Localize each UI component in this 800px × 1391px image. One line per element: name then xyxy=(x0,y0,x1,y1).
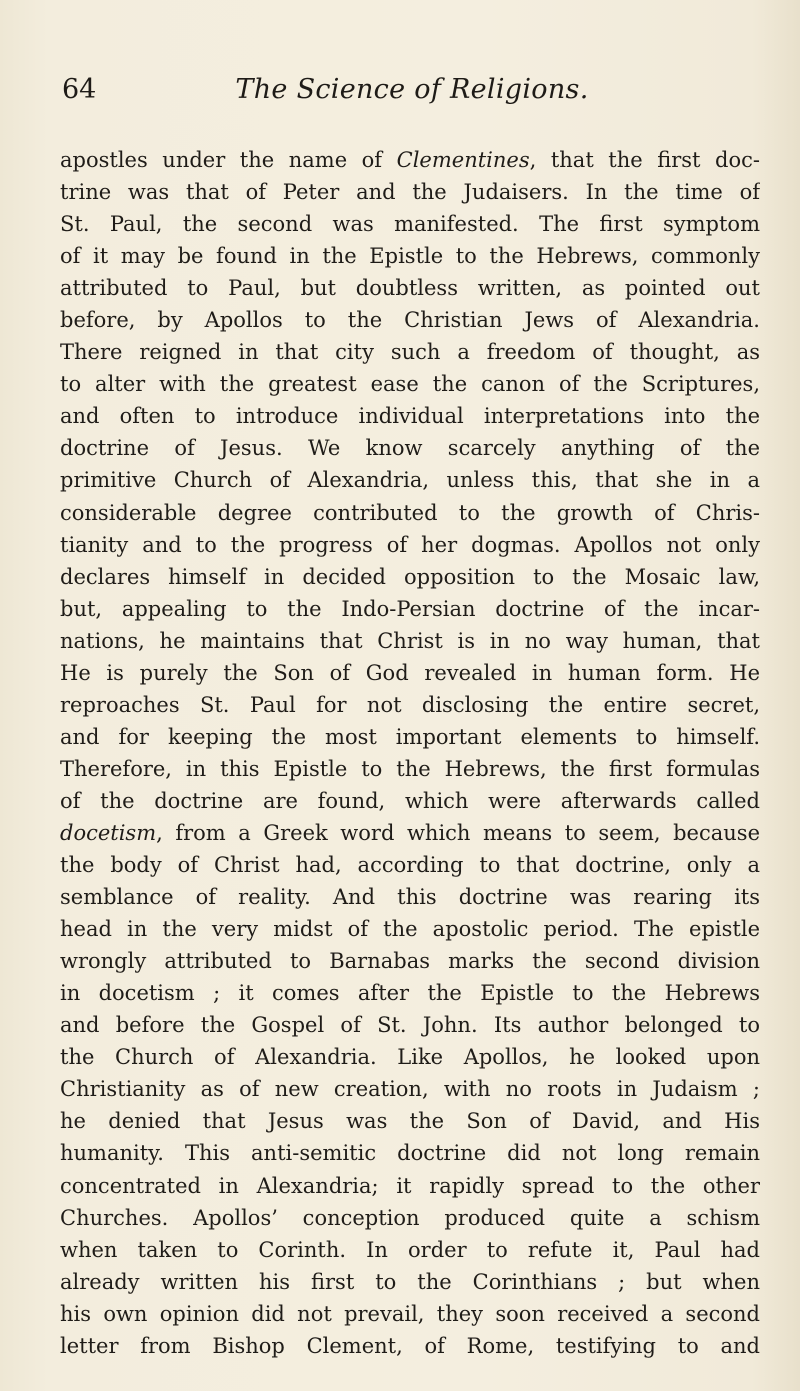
body-text xyxy=(60,144,760,1362)
text-line xyxy=(60,977,760,1009)
text-line xyxy=(60,1170,760,1202)
text-segment: but, appealing to the Indo-Persian doctrine of the incar- xyxy=(60,596,760,621)
text-segment: doctrine of Jesus. We know scarcely anything of the xyxy=(60,436,760,461)
text-segment: apostles under the name of xyxy=(60,148,397,172)
text-segment: , that the first doc- xyxy=(529,148,760,172)
text-line xyxy=(60,817,760,849)
text-segment: humanity. This anti-semitic doctrine did not long remain xyxy=(60,1141,760,1166)
text-segment: reproaches St. Paul for not disclosing the entire secret, xyxy=(60,692,760,717)
text-segment: concentrated in Alexandria; it rapidly spread to the other xyxy=(60,1173,760,1198)
text-segment: when taken to Corinth. In order to refute it, Paul had xyxy=(60,1237,760,1262)
text-segment: attributed to Paul, but doubtless written, as pointed out xyxy=(60,276,760,301)
text-segment: considerable degree contributed to the growth of Chris- xyxy=(60,500,760,525)
text-segment: the Church of Alexandria. Like Apollos, he looked upon xyxy=(60,1045,760,1070)
text-segment: , from a Greek word which means to seem, because xyxy=(156,820,760,845)
text-line xyxy=(60,881,760,913)
text-segment: to alter with the greatest ease the canon of the Scriptures, xyxy=(60,372,760,397)
text-line xyxy=(60,144,760,176)
text-line xyxy=(60,1073,760,1105)
text-line xyxy=(60,1330,760,1362)
text-line xyxy=(60,785,760,817)
text-segment: He is purely the Son of God revealed in human form. He xyxy=(60,660,760,685)
text-segment: tianity and to the progress of her dogmas. Apollos not only xyxy=(60,532,760,557)
text-line xyxy=(60,561,760,593)
text-line xyxy=(60,208,760,240)
text-segment: There reigned in that city such a freedom of thought, as xyxy=(60,340,760,365)
text-line xyxy=(60,1234,760,1266)
text-segment: his own opinion did not prevail, they soon received a second xyxy=(60,1301,760,1326)
text-line xyxy=(60,304,760,336)
running-title: The Science of Religions. xyxy=(235,74,589,105)
text-line xyxy=(60,1009,760,1041)
text-line xyxy=(60,945,760,977)
text-segment: Christianity as of new creation, with no roots in Judaism ; xyxy=(60,1077,760,1102)
text-segment: and before the Gospel of St. John. Its author belonged to xyxy=(60,1013,760,1038)
text-segment: the body of Christ had, according to that doctrine, only a xyxy=(60,853,760,878)
text-line xyxy=(60,497,760,529)
text-line xyxy=(60,1202,760,1234)
italic-term: docetism xyxy=(60,820,157,845)
text-line xyxy=(60,657,760,689)
text-segment: and for keeping the most important elements to himself. xyxy=(60,724,760,749)
text-line xyxy=(60,721,760,753)
text-line xyxy=(60,240,760,272)
text-line xyxy=(60,272,760,304)
text-line xyxy=(60,1041,760,1073)
text-segment: Therefore, in this Epistle to the Hebrews, the first formulas xyxy=(60,756,760,781)
text-line xyxy=(60,400,760,432)
text-segment: St. Paul, the second was manifested. The first symptom xyxy=(60,212,760,237)
text-line xyxy=(60,176,760,208)
page-header xyxy=(62,74,762,114)
italic-term: Clementines xyxy=(396,148,530,172)
text-segment: before, by Apollos to the Christian Jews of Alexandria. xyxy=(60,308,760,333)
text-line xyxy=(60,1266,760,1298)
text-segment: in docetism ; it comes after the Epistle to the Hebrews xyxy=(60,981,760,1006)
text-line xyxy=(60,625,760,657)
text-line xyxy=(60,849,760,881)
text-line xyxy=(60,593,760,625)
text-line xyxy=(60,1137,760,1169)
page-number: 64 xyxy=(62,74,97,105)
text-segment: and often to introduce individual interpretations into the xyxy=(60,404,760,429)
text-segment: he denied that Jesus was the Son of David, and His xyxy=(60,1109,760,1134)
text-line xyxy=(60,464,760,496)
text-segment: Churches. Apollos’ conception produced quite a schism xyxy=(60,1205,760,1230)
text-segment: nations, he maintains that Christ is in no way human, that xyxy=(60,628,760,653)
text-segment: semblance of reality. And this doctrine was rearing its xyxy=(60,885,760,910)
text-segment: of it may be found in the Epistle to the Hebrews, commonly xyxy=(60,244,760,269)
text-line xyxy=(60,689,760,721)
text-segment: letter from Bishop Clement, of Rome, testifying to and xyxy=(60,1333,760,1358)
text-line xyxy=(60,1105,760,1137)
text-segment: wrongly attributed to Barnabas marks the second division xyxy=(60,949,760,974)
text-line xyxy=(60,336,760,368)
text-segment: already written his first to the Corinthians ; but when xyxy=(60,1269,760,1294)
text-segment: primitive Church of Alexandria, unless this, that she in a xyxy=(60,468,760,493)
text-line xyxy=(60,1298,760,1330)
text-segment: declares himself in decided opposition to the Mosaic law, xyxy=(60,564,760,589)
text-segment: trine was that of Peter and the Judaisers. In the time of xyxy=(60,180,760,205)
text-line xyxy=(60,913,760,945)
text-segment: of the doctrine are found, which were afterwards called xyxy=(60,788,760,813)
text-line xyxy=(60,432,760,464)
text-line xyxy=(60,529,760,561)
text-line xyxy=(60,368,760,400)
text-line xyxy=(60,753,760,785)
text-segment: head in the very midst of the apostolic period. The epistle xyxy=(60,917,760,942)
